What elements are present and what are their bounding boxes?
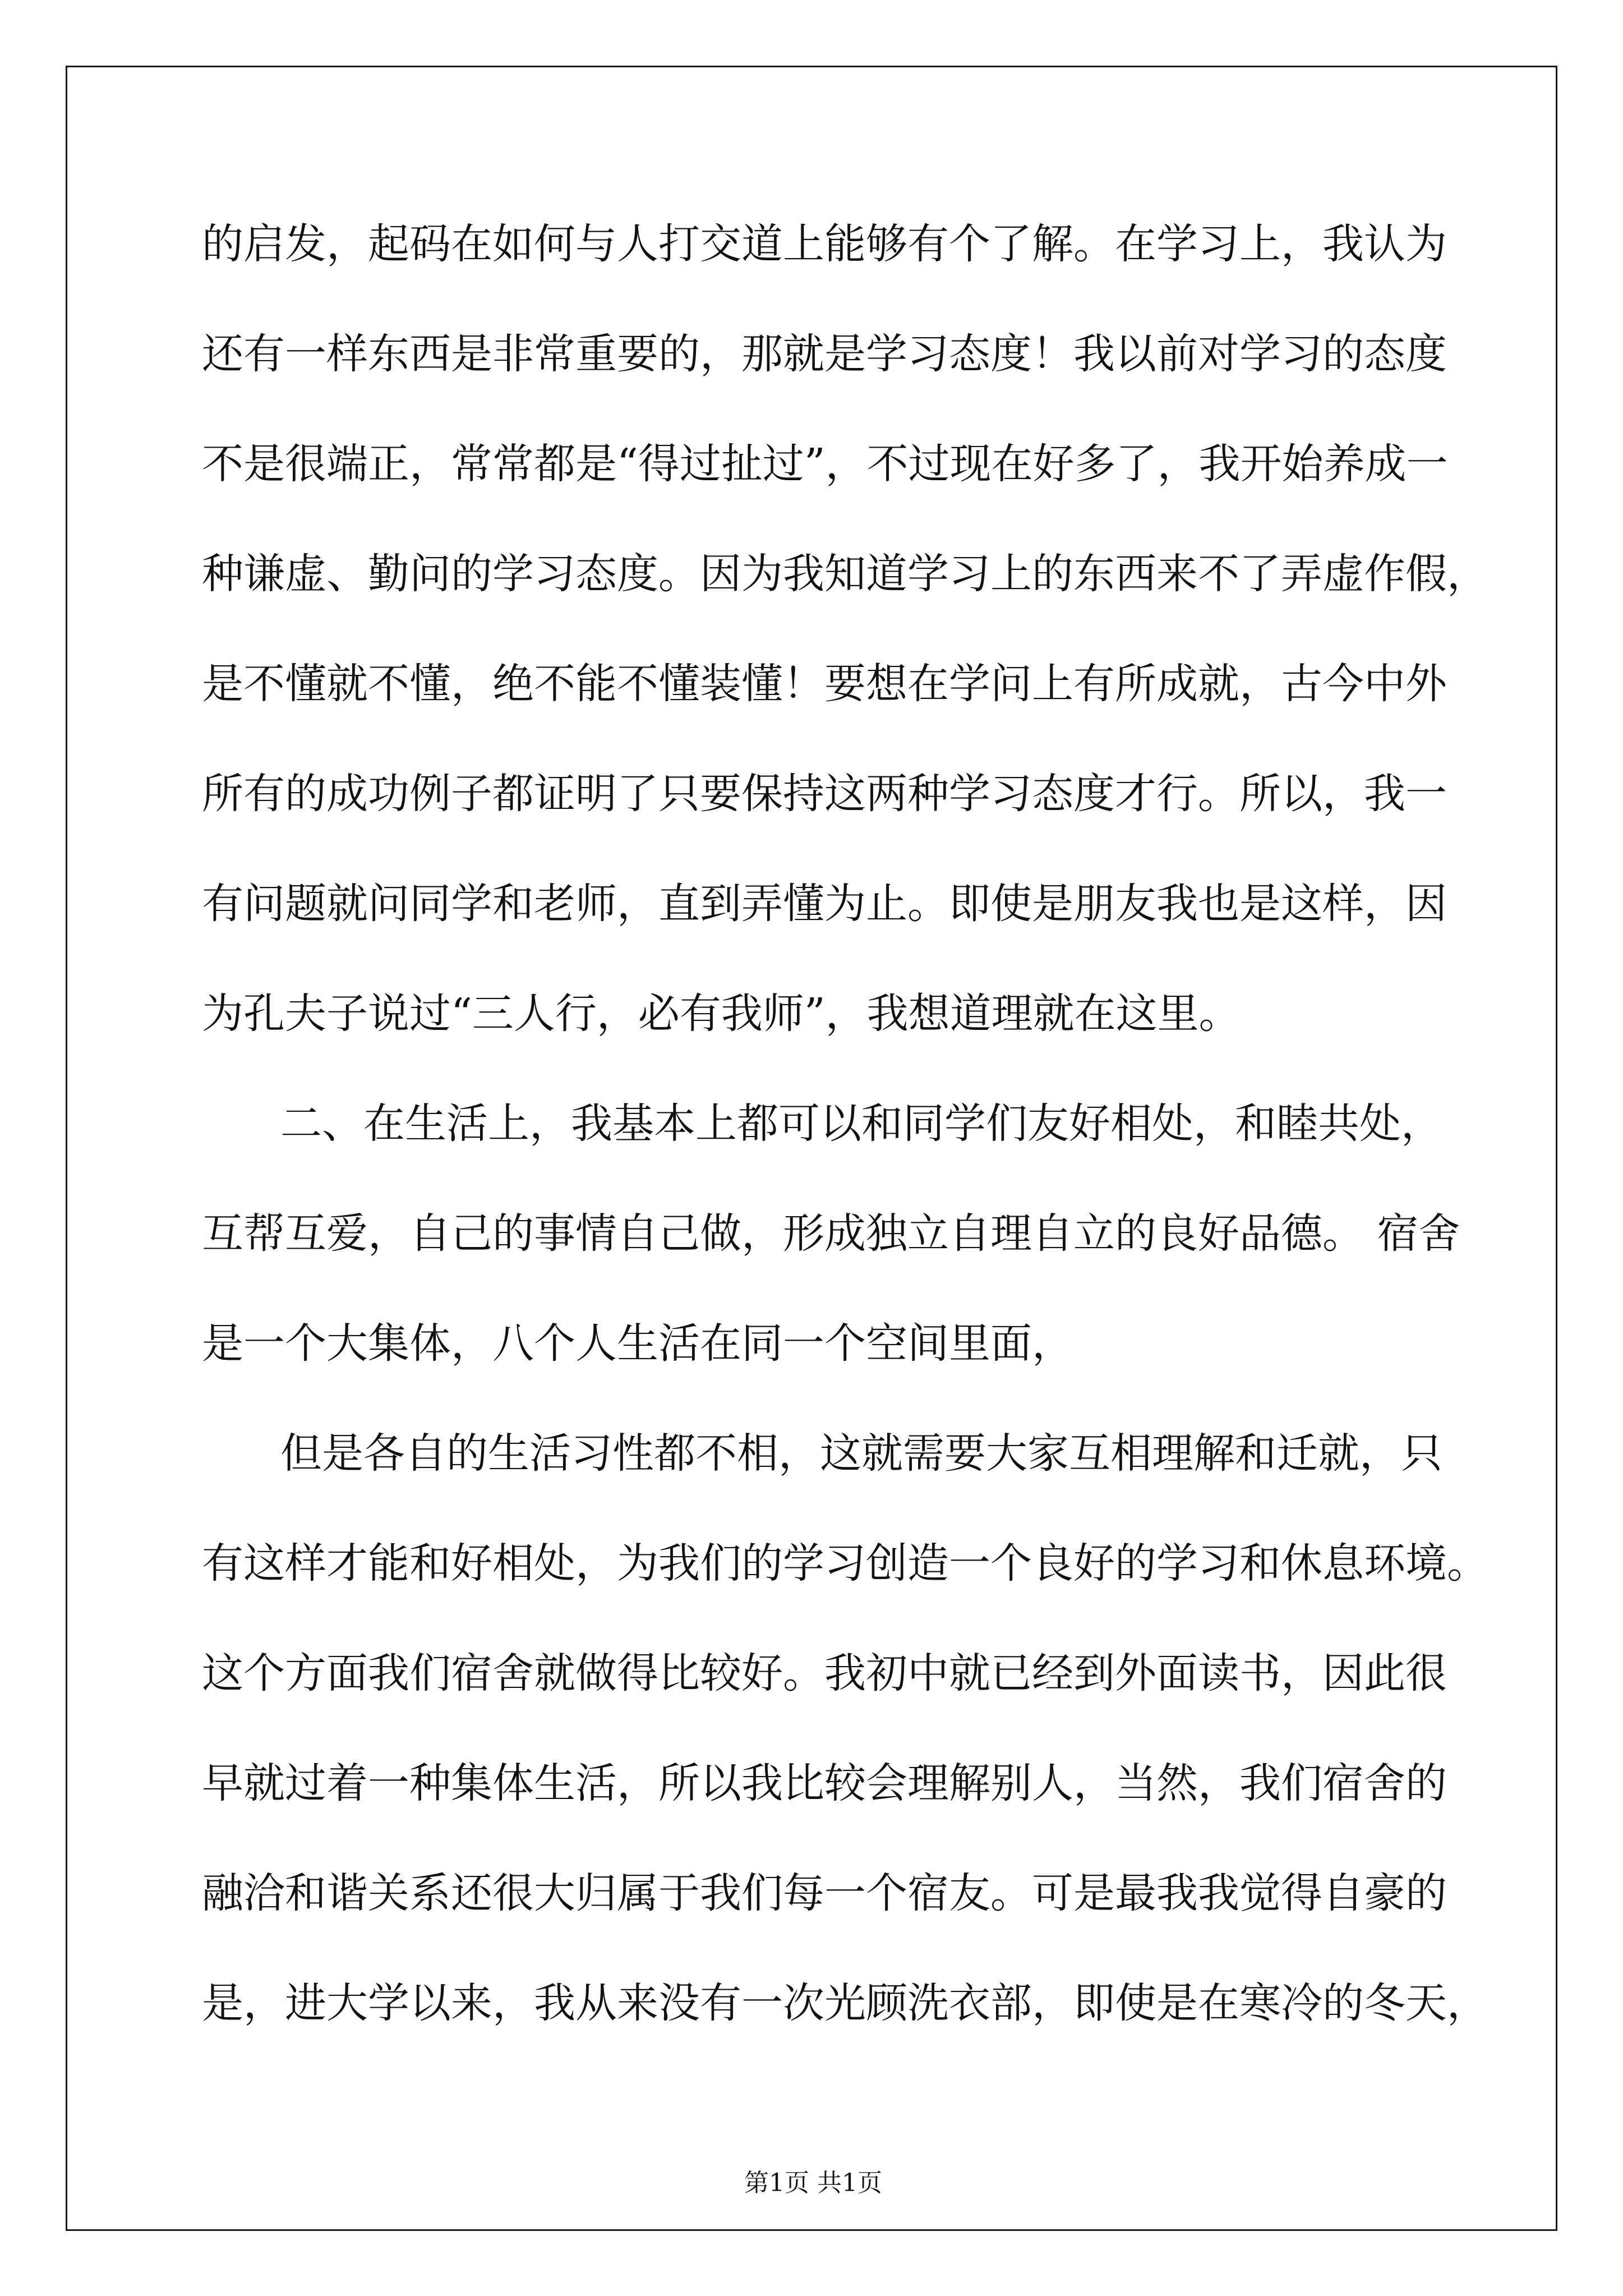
text-line: 这个方面我们宿舍就做得比较好。我初中就已经到外面读书，因此很 (202, 1649, 1447, 1697)
text-line: 的启发，起码在如何与人打交道上能够有个了解。在学习上，我认为 (202, 220, 1447, 268)
text-line: 不是很端正，常常都是“得过扯过”，不过现在好多了，我开始养成一 (202, 440, 1448, 488)
text-line: 种谦虚、勤问的学习态度。因为我知道学习上的东西来不了弄虚作假， (202, 550, 1488, 598)
page-footer: 第1页 共1页 (744, 2169, 882, 2197)
text-line: 所有的成功例子都证明了只要保持这两种学习态度才行。所以，我一 (202, 770, 1447, 818)
paragraph-first-line: 二、在生活上，我基本上都可以和同学们友好相处，和睦共处， (280, 1099, 1442, 1148)
text-line: 有问题就问同学和老师，直到弄懂为止。即使是朋友我也是这样，因 (202, 880, 1447, 928)
text-line: 早就过着一种集体生活，所以我比较会理解别人，当然，我们宿舍的 (202, 1759, 1447, 1807)
text-line: 有这样才能和好相处，为我们的学习创造一个良好的学习和休息环境。 (202, 1539, 1488, 1588)
text-line: 是，进大学以来，我从来没有一次光顾洗衣部，即使是在寒冷的冬天， (202, 1979, 1488, 2027)
text-line: 融洽和谐关系还很大归属于我们每一个宿友。可是最我我觉得自豪的 (202, 1869, 1447, 1917)
page-frame (66, 66, 1557, 2231)
text-line: 为孔夫子说过“三人行，必有我师”，我想道理就在这里。 (202, 990, 1241, 1038)
text-line: 是一个大集体，八个人生活在同一个空间里面， (202, 1319, 1073, 1368)
text-line: 互帮互爱，自己的事情自己做，形成独立自理自立的良好品德。 宿舍 (202, 1209, 1460, 1258)
text-line: 还有一样东西是非常重要的，那就是学习态度！我以前对学习的态度 (202, 330, 1447, 378)
text-line: 是不懂就不懂，绝不能不懂装懂！要想在学问上有所成就，古今中外 (202, 660, 1447, 708)
paragraph-first-line: 但是各自的生活习性都不相，这就需要大家互相理解和迁就，只 (280, 1429, 1442, 1478)
